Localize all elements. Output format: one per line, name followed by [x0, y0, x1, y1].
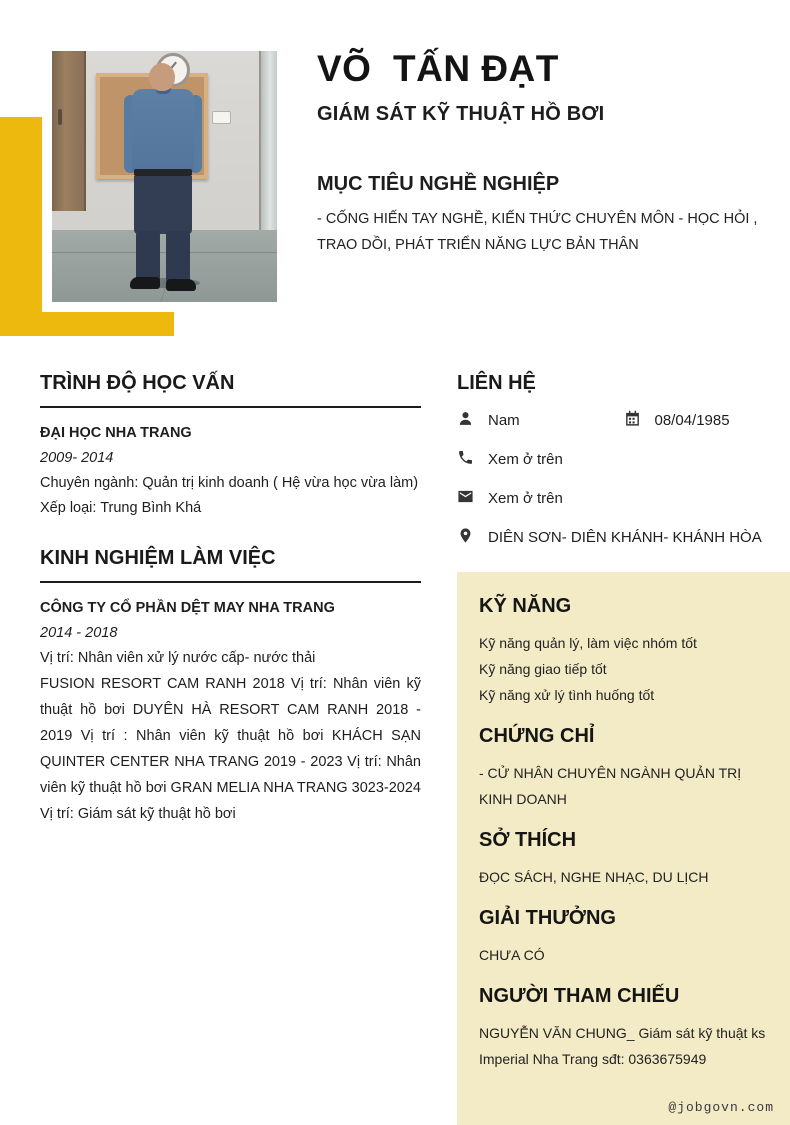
gender-value: Nam — [488, 412, 520, 429]
skills-section — [479, 595, 770, 708]
references-text: NGUYỄN VĂN CHUNG_ Giám sát kỹ thuật ks Imperial Nha Trang sđt: 0363675949 — [479, 1025, 766, 1067]
skills-heading: KỸ NĂNG — [479, 595, 572, 617]
certificates-section — [479, 725, 770, 812]
photo-person-shoe-left — [130, 277, 160, 289]
experience-heading: KINH NGHIỆM LÀM VIỆC — [40, 547, 421, 583]
photo-person-pants — [134, 176, 192, 234]
objective-heading: MỤC TIÊU NGHỀ NGHIỆP — [317, 173, 560, 195]
contact-section — [457, 372, 790, 565]
certificates-text: - CỬ NHÂN CHUYÊN NGÀNH QUẢN TRỊ KINH DOANH — [479, 765, 742, 807]
references-heading: NGƯỜI THAM CHIẾU — [479, 985, 680, 1007]
person-icon — [457, 410, 474, 427]
photo-wall-switch — [212, 111, 231, 124]
calendar-icon — [624, 410, 641, 427]
certificates-heading: CHỨNG CHỈ — [479, 725, 595, 747]
references-section — [479, 985, 770, 1072]
profile-photo-frame — [42, 41, 287, 312]
education-heading: TRÌNH ĐỘ HỌC VẤN — [40, 372, 421, 408]
skill-item: Kỹ năng giao tiếp tốt — [479, 661, 607, 677]
phone-value: Xem ở trên — [488, 451, 563, 468]
experience-position: Vị trí: Nhân viên xử lý nước cấp- nước thải — [40, 650, 316, 666]
address-value: DIÊN SƠN- DIÊN KHÁNH- KHÁNH HÒA — [488, 529, 762, 546]
education-school: ĐẠI HỌC NHA TRANG — [40, 425, 192, 441]
birthdate-value: 08/04/1985 — [654, 412, 730, 429]
contact-row-phone — [457, 448, 790, 472]
photo-person-leg-right — [166, 231, 190, 283]
hobbies-text: ĐỌC SÁCH, NGHE NHẠC, DU LỊCH — [479, 869, 709, 885]
education-period: 2009- 2014 — [40, 450, 114, 466]
watermark: @jobgovn.com — [668, 1100, 774, 1115]
spacer — [40, 521, 421, 547]
contact-row-email — [457, 487, 790, 511]
photo-person-belt — [134, 169, 192, 176]
candidate-job-title: GIÁM SÁT KỸ THUẬT HỒ BƠI — [317, 103, 605, 125]
hobbies-heading: SỞ THÍCH — [479, 829, 577, 851]
main-column — [40, 372, 421, 827]
contact-heading: LIÊN HỆ — [457, 372, 536, 394]
phone-icon — [457, 449, 474, 466]
email-value: Xem ở trên — [488, 490, 563, 507]
experience-company: CÔNG TY CỔ PHẦN DỆT MAY NHA TRANG — [40, 600, 335, 616]
skill-item: Kỹ năng quản lý, làm việc nhóm tốt — [479, 635, 697, 651]
profile-photo — [52, 51, 277, 302]
education-grade: Xếp loại: Trung Bình Khá — [40, 500, 202, 516]
contact-row-gender-birthdate — [457, 409, 790, 433]
sidebar-panel — [457, 572, 790, 1125]
hobbies-section — [479, 829, 770, 890]
skill-item: Kỹ năng xử lý tình huống tốt — [479, 687, 655, 703]
objective-text: - CỐNG HIẾN TAY NGHỀ, KIẾN THỨC CHUYÊN MÔN - HỌC HỎI , TRAO DỒI, PHÁT TRIỂN NĂNG LỰC BẢN THÂN — [317, 211, 758, 253]
awards-text: CHƯA CÓ — [479, 947, 545, 963]
photo-person-leg-left — [136, 231, 160, 283]
photo-person-shirt — [132, 89, 194, 173]
awards-section — [479, 907, 770, 968]
education-major: Chuyên ngành: Quản trị kinh doanh ( Hệ vừa học vừa làm) — [40, 475, 419, 491]
header — [317, 48, 772, 258]
experience-period: 2014 - 2018 — [40, 625, 118, 641]
photo-glass-panel — [259, 51, 277, 256]
photo-tile-floor — [52, 230, 277, 302]
photo-person-head — [149, 63, 175, 91]
candidate-name: VÕ TẤN ĐẠT — [317, 48, 559, 89]
awards-heading: GIẢI THƯỞNG — [479, 907, 616, 929]
email-icon — [457, 488, 474, 505]
location-pin-icon — [457, 527, 474, 544]
photo-wood-door — [52, 51, 86, 211]
experience-details: FUSION RESORT CAM RANH 2018 Vị trí: Nhân viên kỹ thuật hồ bơi DUYÊN HÀ RESORT CAM RANH 2018 - 2019 Vị trí : Nhân viên kỹ thuật hồ bơi KHÁCH SẠN QUINTER CENTER NHA TRANG 2019 - 2023 Vị trí: Nhân viên kỹ thuật hồ bơi GRAN MELIA NHA TRANG 3023-2024 Vị trí: Giám sát kỹ thuật hồ bơi — [40, 676, 421, 822]
photo-person-shoe-right — [166, 279, 196, 291]
contact-row-address — [457, 526, 790, 550]
